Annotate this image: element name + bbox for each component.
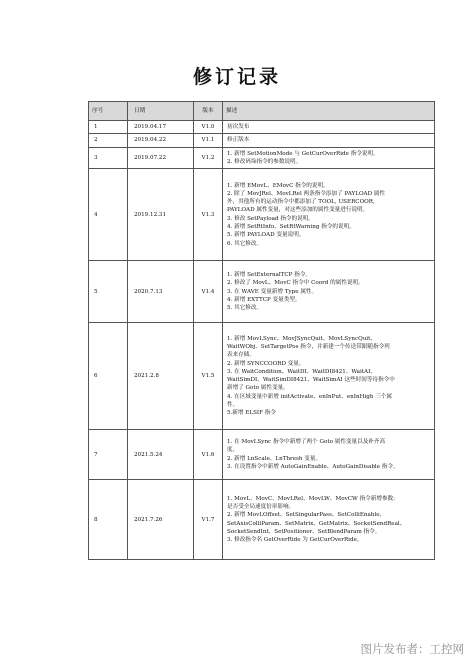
- header-version: 版本: [194, 102, 223, 121]
- table-row: [89, 261, 435, 323]
- description-line: 性。: [227, 402, 239, 409]
- description-line: 3. 在设置指令中新增 AutoGainEnable、AutoGainDisable 指令。: [227, 463, 399, 470]
- description-line: 初次发布: [227, 124, 250, 130]
- row-description: [223, 261, 435, 323]
- table-row: [89, 169, 435, 261]
- revision-table: [88, 101, 435, 560]
- description-line: 2. 新增 MovLOffset、SetSingularPass、SetColliEnable、: [227, 512, 386, 519]
- description-line: 6. 其它修改。: [227, 240, 263, 247]
- description-line: 5.新增 ELSIF 指令: [227, 410, 276, 417]
- table-row: [89, 430, 435, 480]
- row-version: V1.0: [194, 121, 223, 134]
- row-description: [223, 430, 435, 480]
- description-line: 3. 在 WaitCondition、WaitDI、WaitDI8421、WaitAI、: [227, 368, 376, 375]
- description-line: 5. 新增 PAYLOAD 变量说明。: [227, 232, 305, 239]
- row-version: V1.4: [194, 261, 223, 323]
- description-line: 1. MovL、MovC、MovLRel、MovLW、MovCW 指令新增参数:: [227, 495, 396, 502]
- description-line: WaitSimDI、WaitSimDI8421、WaitSimAI 这些时间等待指令中: [227, 377, 395, 384]
- description-line: 2. 修改码垛指令的参数说明。: [227, 158, 302, 165]
- description-line: 2. 新增 SYNCCOORD 变量。: [227, 360, 305, 367]
- row-version: V1.5: [194, 323, 223, 430]
- description-line: 外，其他所有的运动指令中都添加了 TOOL, USERCOOR,: [227, 199, 375, 206]
- row-version: V1.1: [194, 134, 223, 147]
- table-row: [89, 134, 435, 147]
- header-num: 序号: [89, 102, 128, 121]
- row-num: 2: [89, 134, 128, 147]
- row-num: 4: [89, 169, 128, 261]
- description-line: PAYLOAD 属性变量，对这些添加的属性变量进行说明。: [227, 207, 369, 214]
- description-line: 1. 新增 MovLSync、MovJSyncQuit、MovLSyncQuit、: [227, 335, 376, 342]
- description-line: 修正版本: [227, 137, 250, 144]
- table-header-row: [89, 102, 435, 121]
- description-line: SocketSendInt、SetPositioner、SetBlendParam 指令。: [227, 528, 381, 535]
- row-date: 2019.07.22: [128, 147, 194, 169]
- row-description: [223, 323, 435, 430]
- description-line: 2. 除了 MovJRel、MovLRel 两条指令添加了 PAYLOAD 属性: [227, 190, 386, 197]
- row-description: [223, 480, 435, 560]
- watermark-text: 图片发布者：工控网: [360, 642, 464, 656]
- description-line: 新增了 Goto 属性变量。: [227, 385, 289, 392]
- header-description: 描述: [223, 102, 435, 121]
- description-line: 度。: [227, 447, 239, 454]
- description-line: 2. 修改了 MovL、MovC 指令中 Coord 的属性说明。: [227, 280, 364, 287]
- row-description: [223, 169, 435, 261]
- description-line: 2. 新增 LnScale、LnThresh 变量。: [227, 455, 322, 462]
- description-line: 1. 新增 SetExternalTCP 指令。: [227, 271, 312, 278]
- row-num: 8: [89, 480, 128, 560]
- row-date: 2021.5.24: [128, 430, 194, 480]
- row-date: 2019.04.22: [128, 134, 194, 147]
- row-date: 2021.2.8: [128, 323, 194, 430]
- table-row: [89, 323, 435, 430]
- table-row: [89, 121, 435, 134]
- description-line: 5. 其它修改。: [227, 305, 263, 312]
- table-row: [89, 147, 435, 169]
- description-line: 3. 修改 SetPayload 指令的说明。: [227, 215, 314, 222]
- description-line: 1. 新增 SetMotionMode 与 GetCurOverRide 指令说明。: [227, 150, 379, 157]
- row-date: 2019.04.17: [128, 121, 194, 134]
- header-date: 日期: [128, 102, 194, 121]
- description-line: 4. 新增 EXTTCP 变量类型。: [227, 296, 301, 303]
- row-version: V1.7: [194, 480, 223, 560]
- row-description: [223, 147, 435, 169]
- row-num: 1: [89, 121, 128, 134]
- row-num: 7: [89, 430, 128, 480]
- row-num: 3: [89, 147, 128, 169]
- description-line: 1. 新增 EMovL、EMovC 指令的说明。: [227, 182, 329, 189]
- description-line: 表来存储。: [227, 352, 255, 359]
- page-title: 修订记录: [192, 66, 281, 88]
- row-description: [223, 134, 435, 147]
- row-date: 2020.7.13: [128, 261, 194, 323]
- description-line: SetAxisColliParam、SetMatrix、GetMatrix、SocketSendReal、: [227, 520, 406, 527]
- description-line: 4. 新增 SetRtInfo、SetRtWarning 指令的说明。: [227, 223, 355, 230]
- description-line: 3. 修改指令名 GetOverRide 为 GetCurOverRide。: [227, 537, 363, 544]
- row-num: 6: [89, 323, 128, 430]
- row-date: 2021.7.26: [128, 480, 194, 560]
- row-description: [223, 121, 435, 134]
- row-date: 2019.12.31: [128, 169, 194, 261]
- row-version: V1.2: [194, 147, 223, 169]
- row-num: 5: [89, 261, 128, 323]
- description-line: WaitWObj、SetTargetPos 指令，并新建一个传送带跟随指令列: [227, 344, 390, 350]
- description-line: 1. 在 MovLSync 指令中新增了两个 Goto 属性变量以及补齐高: [227, 439, 386, 446]
- row-version: V1.3: [194, 169, 223, 261]
- description-line: 3. 在 WAVE 变量新增 Type 属性。: [227, 288, 318, 295]
- table-row: [89, 480, 435, 560]
- row-version: V1.6: [194, 430, 223, 480]
- description-line: 是否受全局速度倍率影响。: [227, 504, 295, 511]
- description-line: 4. 在区域变量中新增 initActivate、enInPut、enInHigh 三个属: [227, 393, 392, 400]
